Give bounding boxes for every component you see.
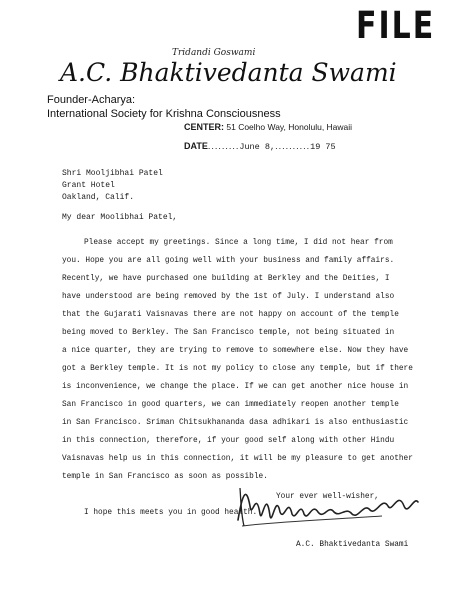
body-line: have understood are being removed by the 1st of July. I understand also	[62, 293, 395, 301]
body-line: that the Gujarati Vaisnavas there are not happy on account of the temple	[62, 311, 399, 319]
letterhead-date: DATE.........June 8,..........19 75	[184, 141, 336, 152]
body-line: got a Berkley temple. It is not my policy to close any temple, but if there	[62, 365, 413, 373]
center-value: 51 Coelho Way, Honolulu, Hawaii	[226, 122, 353, 132]
salutation: My dear Moolibhai Patel,	[62, 213, 178, 222]
body-line: is inconvenience, we change the place. If we can get another nice house in	[62, 383, 409, 391]
signature-name: A.C. Bhaktivedanta Swami	[296, 541, 409, 549]
recipient-line: Grant Hotel	[62, 181, 115, 190]
body-line: Please accept my greetings. Since a long time, I did not hear from	[84, 239, 393, 247]
body-line: temple in San Francisco as soon as possible.	[62, 473, 268, 481]
date-year: 19 75	[310, 142, 336, 152]
letterhead-title: Tridandi Goswami	[172, 48, 256, 58]
body-line: San Francisco in good quarters, we can immediately reopen another temple	[62, 401, 399, 409]
handwritten-signature	[232, 476, 422, 534]
date-value: June 8,	[239, 142, 276, 152]
body-line: Vaisnavas help us in this connection, it will be my pleasure to get another	[62, 455, 413, 463]
file-stamp: FILE	[356, 4, 436, 48]
body-line: in San Francisco. Sriman Chitsukhananda dasa adhikari is also enthusiastic	[62, 419, 409, 427]
letterhead-name: A.C. Bhaktivedanta Swami	[60, 58, 397, 87]
letterhead-organization: International Society for Krishna Consciousness	[47, 108, 281, 120]
body-line: in this connection, therefore, if your good self along with other Hindu	[62, 437, 395, 445]
body-line: Recently, we have purchased one building at Berkley and the Deities, I	[62, 275, 390, 283]
body-line: a nice quarter, they are trying to remove to somewhere else. Now they have	[62, 347, 409, 355]
date-label: DATE	[184, 141, 208, 151]
body-line: you. Hope you are all going well with your business and family affairs.	[62, 257, 395, 265]
recipient-line: Shri Mooljibhai Patel	[62, 169, 163, 178]
letterhead-center	[184, 122, 352, 132]
center-label: CENTER:	[184, 122, 224, 132]
closing-line: I hope this meets you in good health.	[84, 509, 258, 517]
recipient-address	[62, 168, 163, 204]
closing: Your ever well-wisher,	[276, 493, 379, 501]
letterhead-founder: Founder-Acharya:	[47, 94, 136, 106]
recipient-line: Oakland, Calif.	[62, 193, 135, 202]
body-line: being moved to Berkley. The San Francisco temple, not being situated in	[62, 329, 395, 337]
